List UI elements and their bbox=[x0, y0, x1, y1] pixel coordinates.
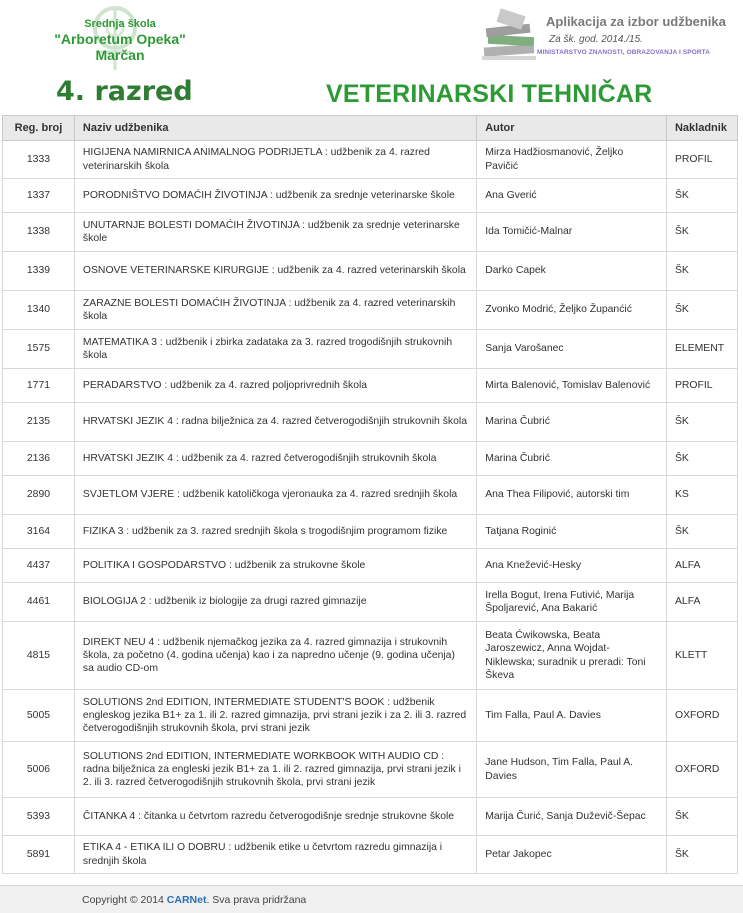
cell-reg: 1339 bbox=[3, 252, 75, 291]
cell-author: Marina Čubrić bbox=[477, 442, 667, 476]
cell-author: Darko Capek bbox=[477, 252, 667, 291]
rights-text: . Sva prava pridržana bbox=[206, 894, 307, 906]
cell-reg: 2136 bbox=[3, 442, 75, 476]
cell-title: HIGIJENA NAMIRNICA ANIMALNOG PODRIJETLA : udžbenik za 4. razred veterinarskih škola bbox=[74, 141, 476, 179]
table-row bbox=[3, 141, 738, 179]
cell-author: Beata Ćwikowska, Beata Jaroszewicz, Anna Wojdat-Niklewska; suradnik u preradi: Toni Škeva bbox=[477, 622, 667, 690]
cell-title: MATEMATIKA 3 : udžbenik i zbirka zadataka za 3. razred trogodišnjih strukovnih škola bbox=[74, 330, 476, 369]
cell-author: Tim Falla, Paul A. Davies bbox=[477, 690, 667, 742]
page-footer bbox=[0, 885, 743, 913]
table-row bbox=[3, 742, 738, 798]
cell-reg: 5006 bbox=[3, 742, 75, 798]
school-name-line1: Srednja škola bbox=[84, 18, 156, 30]
cell-title: POLITIKA I GOSPODARSTVO : udžbenik za strukovne škole bbox=[74, 549, 476, 583]
cell-author: Ana Thea Filipović, autorski tim bbox=[477, 476, 667, 515]
cell-title: HRVATSKI JEZIK 4 : radna bilježnica za 4. razred četverogodišnjih strukovnih škola bbox=[74, 403, 476, 442]
cell-author: Zvonko Modrić, Željko Županćić bbox=[477, 291, 667, 330]
table-row bbox=[3, 515, 738, 549]
cell-author: Marina Čubrić bbox=[477, 403, 667, 442]
cell-reg: 5005 bbox=[3, 690, 75, 742]
cell-reg: 1337 bbox=[3, 179, 75, 213]
table-row bbox=[3, 252, 738, 291]
table-row bbox=[3, 330, 738, 369]
cell-author: Jane Hudson, Tim Falla, Paul A. Davies bbox=[477, 742, 667, 798]
cell-reg: 5891 bbox=[3, 836, 75, 874]
table-header-row bbox=[3, 116, 738, 141]
table-row bbox=[3, 403, 738, 442]
footer-copyright bbox=[82, 894, 306, 906]
cell-publisher: ŠK bbox=[666, 291, 737, 330]
table-row bbox=[3, 213, 738, 252]
cell-title: PERADARSTVO : udžbenik za 4. razred poljoprivrednih škola bbox=[74, 369, 476, 403]
cell-reg: 2890 bbox=[3, 476, 75, 515]
cell-reg: 4815 bbox=[3, 622, 75, 690]
cell-reg: 2135 bbox=[3, 403, 75, 442]
table-row bbox=[3, 549, 738, 583]
cell-title: OSNOVE VETERINARSKE KIRURGIJE : udžbenik za 4. razred veterinarskih škola bbox=[74, 252, 476, 291]
cell-title: UNUTARNJE BOLESTI DOMAĆIH ŽIVOTINJA : udžbenik za srednje veterinarske škole bbox=[74, 213, 476, 252]
cell-reg: 4461 bbox=[3, 583, 75, 622]
cell-reg: 1575 bbox=[3, 330, 75, 369]
cell-reg: 1771 bbox=[3, 369, 75, 403]
app-ministry: MINISTARSTVO ZNANOSTI, OBRAZOVANJA I SPORTA bbox=[537, 49, 711, 56]
books-icon bbox=[478, 6, 544, 66]
table-row bbox=[3, 476, 738, 515]
column-header-title: Naziv udžbenika bbox=[74, 116, 476, 141]
cell-title: BIOLOGIJA 2 : udžbenik iz biologije za drugi razred gimnazije bbox=[74, 583, 476, 622]
cell-reg: 4437 bbox=[3, 549, 75, 583]
cell-title: FIZIKA 3 : udžbenik za 3. razred srednjih škola s trogodišnjim programom fizike bbox=[74, 515, 476, 549]
program-title: VETERINARSKI TEHNIČAR bbox=[326, 80, 653, 108]
cell-author: Irella Bogut, Irena Futivić, Marija Špoljarević, Ana Bakarić bbox=[477, 583, 667, 622]
cell-title: SVJETLOM VJERE : udžbenik katoličkoga vjeronauka za 4. razred srednjih škola bbox=[74, 476, 476, 515]
cell-title: SOLUTIONS 2nd EDITION, INTERMEDIATE WORKBOOK WITH AUDIO CD : radna bilježnica za engleski jezik B1+ za 1. ili 2. razred gimnazija, prvi strani jezik i 2. ili 3. razred četverogodišnjih strukovnih škola, prvi strani jezik bbox=[74, 742, 476, 798]
table-row bbox=[3, 798, 738, 836]
cell-title: ZARAZNE BOLESTI DOMAĆIH ŽIVOTINJA : udžbenik za 4. razred veterinarskih škola bbox=[74, 291, 476, 330]
cell-publisher: ŠK bbox=[666, 213, 737, 252]
app-title: Aplikacija za izbor udžbenika bbox=[546, 14, 726, 29]
carnet-link[interactable]: CARNet bbox=[166, 894, 207, 906]
cell-title: ČITANKA 4 : čitanka u četvrtom razredu četverogodišnje srednje strukovne škole bbox=[74, 798, 476, 836]
table-row bbox=[3, 836, 738, 874]
cell-author: Tatjana Roginić bbox=[477, 515, 667, 549]
cell-title: PORODNIŠTVO DOMAĆIH ŽIVOTINJA : udžbenik za srednje veterinarske škole bbox=[74, 179, 476, 213]
table-row bbox=[3, 690, 738, 742]
cell-author: Ana Knežević-Hesky bbox=[477, 549, 667, 583]
table-row bbox=[3, 179, 738, 213]
table-row bbox=[3, 369, 738, 403]
cell-publisher: KS bbox=[666, 476, 737, 515]
column-header-author: Autor bbox=[477, 116, 667, 141]
cell-publisher: KLETT bbox=[666, 622, 737, 690]
column-header-publisher: Nakladnik bbox=[666, 116, 737, 141]
cell-reg: 3164 bbox=[3, 515, 75, 549]
cell-reg: 1340 bbox=[3, 291, 75, 330]
cell-reg: 1338 bbox=[3, 213, 75, 252]
cell-publisher: OXFORD bbox=[666, 742, 737, 798]
cell-reg: 1333 bbox=[3, 141, 75, 179]
cell-publisher: PROFIL bbox=[666, 369, 737, 403]
cell-author: Mirza Hadžiosmanović, Željko Pavičić bbox=[477, 141, 667, 179]
app-school-year: Za šk. god. 2014./15. bbox=[549, 34, 643, 45]
page-header bbox=[0, 0, 743, 112]
cell-author: Ana Gverić bbox=[477, 179, 667, 213]
cell-publisher: PROFIL bbox=[666, 141, 737, 179]
cell-publisher: ŠK bbox=[666, 836, 737, 874]
grade-title: 4. razred bbox=[56, 76, 193, 107]
cell-publisher: OXFORD bbox=[666, 690, 737, 742]
cell-title: HRVATSKI JEZIK 4 : udžbenik za 4. razred četverogodišnjih strukovnih škola bbox=[74, 442, 476, 476]
table-row bbox=[3, 442, 738, 476]
cell-title: ETIKA 4 - ETIKA ILI O DOBRU : udžbenik etike u četvrtom razredu gimnazija i srednjih škola bbox=[74, 836, 476, 874]
cell-author: Petar Jakopec bbox=[477, 836, 667, 874]
textbook-table bbox=[2, 115, 738, 874]
cell-publisher: ALFA bbox=[666, 583, 737, 622]
cell-publisher: ELEMENT bbox=[666, 330, 737, 369]
cell-publisher: ŠK bbox=[666, 403, 737, 442]
cell-author: Marija Čurić, Sanja Duževič-Šepac bbox=[477, 798, 667, 836]
school-name-line2: "Arboretum Opeka" Marčan bbox=[54, 31, 186, 63]
cell-author: Sanja Varošanec bbox=[477, 330, 667, 369]
table-row bbox=[3, 622, 738, 690]
cell-publisher: ŠK bbox=[666, 179, 737, 213]
cell-publisher: ŠK bbox=[666, 798, 737, 836]
cell-publisher: ŠK bbox=[666, 442, 737, 476]
cell-author: Mirta Balenović, Tomislav Balenović bbox=[477, 369, 667, 403]
cell-publisher: ŠK bbox=[666, 252, 737, 291]
cell-reg: 5393 bbox=[3, 798, 75, 836]
cell-title: SOLUTIONS 2nd EDITION, INTERMEDIATE STUDENT'S BOOK : udžbenik engleskog jezika B1+ za 1. ili 2. razred gimnazija, prvi strani jezik i za 2. ili 3. razred četverogodišnjih strukovnih škola, prvi strani jezik bbox=[74, 690, 476, 742]
table-row bbox=[3, 291, 738, 330]
cell-author: Ida Tomičić-Malnar bbox=[477, 213, 667, 252]
copyright-text: Copyright © 2014 bbox=[82, 894, 164, 906]
school-name bbox=[30, 18, 210, 63]
table-row bbox=[3, 583, 738, 622]
cell-publisher: ALFA bbox=[666, 549, 737, 583]
cell-publisher: ŠK bbox=[666, 515, 737, 549]
cell-title: DIREKT NEU 4 : udžbenik njemačkog jezika za 4. razred gimnazija i strukovnih škola, za početno (4. godina učenja) kao i za napredno učenje (9. godina učenja) sa audio CD-om bbox=[74, 622, 476, 690]
column-header-reg: Reg. broj bbox=[3, 116, 75, 141]
